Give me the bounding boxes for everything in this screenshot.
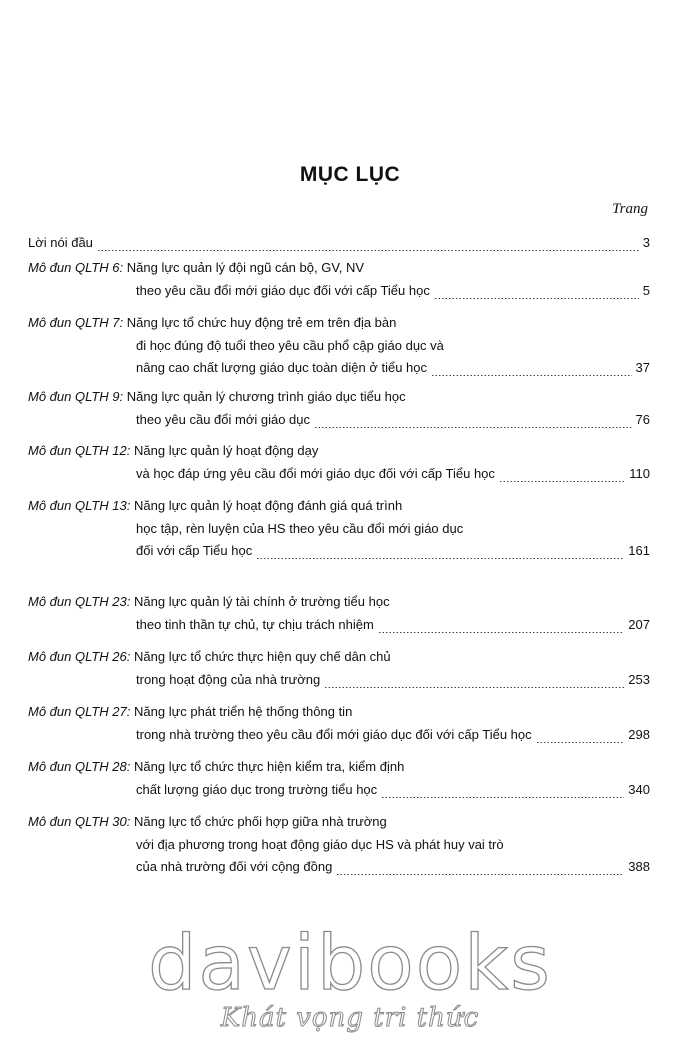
toc-entry-title: Năng lực quản lý hoạt động dạy <box>134 443 319 458</box>
toc-module-label: Mô đun QLTH 27: <box>28 704 131 719</box>
toc-module-label: Mô đun QLTH 9: <box>28 389 124 404</box>
toc-entry-title: trong nhà trường theo yêu cầu đổi mới giáo dục đối với cấp Tiểu học <box>136 726 532 742</box>
toc-module-label: Mô đun QLTH 23: <box>28 594 131 609</box>
toc-line <box>136 724 650 746</box>
toc-page-number: 3 <box>642 235 650 250</box>
dot-leader <box>378 620 624 636</box>
toc-entry-title: Lời nói đầu <box>28 235 93 250</box>
toc-line <box>28 386 406 408</box>
toc-line <box>28 646 391 668</box>
toc-entry-title: đi học đúng độ tuổi theo yêu cầu phổ cập giáo dục và <box>136 337 444 353</box>
toc-entry-title: nâng cao chất lượng giáo dục toàn diện ở tiểu học <box>136 360 428 376</box>
dot-leader <box>314 415 632 431</box>
dot-leader <box>324 675 624 691</box>
toc-entry-title: với địa phương trong hoạt động giáo dục HS và phát huy vai trò <box>136 836 504 852</box>
toc-entry-title: Năng lực tổ chức thực hiện kiểm tra, kiểm định <box>134 759 405 774</box>
toc-entry-title: Năng lực quản lý đội ngũ cán bộ, GV, NV <box>126 260 365 275</box>
toc-entry-title: Năng lực tổ chức thực hiện quy chế dân chủ <box>134 649 391 664</box>
page-column-header: Trang <box>612 201 648 217</box>
dot-leader <box>381 785 624 801</box>
toc-line <box>136 280 650 302</box>
toc-entry-title: Năng lực phát triển hệ thống thông tin <box>134 704 353 719</box>
toc-line <box>28 591 390 613</box>
toc-entry-title: đối với cấp Tiểu học <box>136 543 253 559</box>
toc-entry-title: theo tinh thần tự chủ, tự chịu trách nhiệm <box>136 616 374 632</box>
toc-module-label: Mô đun QLTH 13: <box>28 498 131 513</box>
toc-page-number: 5 <box>642 282 650 298</box>
dot-leader <box>536 730 625 746</box>
dot-leader <box>97 238 639 254</box>
toc-entry-title: Năng lực quản lý hoạt động đánh giá quá trình <box>134 498 403 513</box>
dot-leader <box>256 546 624 562</box>
toc-line <box>136 669 650 691</box>
toc-entry-title: học tập, rèn luyện của HS theo yêu cầu đổi mới giáo dục <box>136 520 464 536</box>
toc-module-label: Mô đun QLTH 28: <box>28 759 131 774</box>
toc-entry-title: trong hoạt động của nhà trường <box>136 671 321 687</box>
toc-line <box>136 540 650 562</box>
toc-line <box>28 440 318 462</box>
toc-entry-title: và học đáp ứng yêu cầu đổi mới giáo dục đối với cấp Tiểu học <box>136 465 495 481</box>
toc-line <box>28 701 352 723</box>
toc-module-label: Mô đun QLTH 7: <box>28 315 124 330</box>
toc-line <box>28 257 364 279</box>
toc-line <box>136 357 650 379</box>
toc-line <box>136 518 463 540</box>
toc-page-number: 253 <box>628 671 650 687</box>
toc-page-number: 161 <box>628 543 650 559</box>
toc-line <box>136 779 650 801</box>
toc-module-label: Mô đun QLTH 6: <box>28 260 124 275</box>
dot-leader <box>434 286 639 302</box>
toc-module-label: Mô đun QLTH 12: <box>28 443 131 458</box>
toc-module-label: Mô đun QLTH 30: <box>28 814 131 829</box>
toc-entry-title: theo yêu cầu đổi mới giáo dục <box>136 411 311 427</box>
toc-page-number: 37 <box>635 360 650 376</box>
toc-line <box>136 335 444 357</box>
toc-page-number: 340 <box>628 781 650 797</box>
toc-entry-title: của nhà trường đối với cộng đồng <box>136 859 333 875</box>
toc-entry-title: theo yêu cầu đổi mới giáo dục đối với cấp Tiểu học <box>136 282 430 298</box>
toc-page-number: 298 <box>628 726 650 742</box>
toc-page-number: 110 <box>629 465 650 481</box>
dot-leader <box>499 469 625 485</box>
toc-line <box>136 409 650 431</box>
toc-entry-title: Năng lực tổ chức huy động trẻ em trên địa bàn <box>126 315 397 330</box>
dot-leader <box>336 862 624 878</box>
toc-line <box>28 312 396 334</box>
watermark-brand: davibooks <box>148 918 552 1007</box>
toc-page-number: 388 <box>628 859 650 875</box>
toc-line <box>28 495 402 517</box>
toc-entry-title: Năng lực quản lý chương trình giáo dục tiểu học <box>126 389 406 404</box>
toc-page-number: 76 <box>635 411 650 427</box>
toc-line <box>136 614 650 636</box>
toc-entry-title: Năng lực quản lý tài chính ở trường tiểu học <box>134 594 390 609</box>
toc-line <box>136 463 650 485</box>
toc-module-label: Mô đun QLTH 26: <box>28 649 131 664</box>
page-title: MỤC LỤC <box>299 163 401 186</box>
toc-page-number: 207 <box>628 616 650 632</box>
toc-line <box>136 834 504 856</box>
toc-line <box>28 232 650 254</box>
toc-entry-title: Năng lực tổ chức phối hợp giữa nhà trường <box>134 814 387 829</box>
toc-line <box>136 856 650 878</box>
dot-leader <box>431 363 632 379</box>
toc-line <box>28 756 404 778</box>
watermark-slogan: Khát vọng tri thức <box>220 1003 480 1033</box>
toc-line <box>28 811 387 833</box>
toc-entry-title: chất lượng giáo dục trong trường tiểu học <box>136 781 378 797</box>
